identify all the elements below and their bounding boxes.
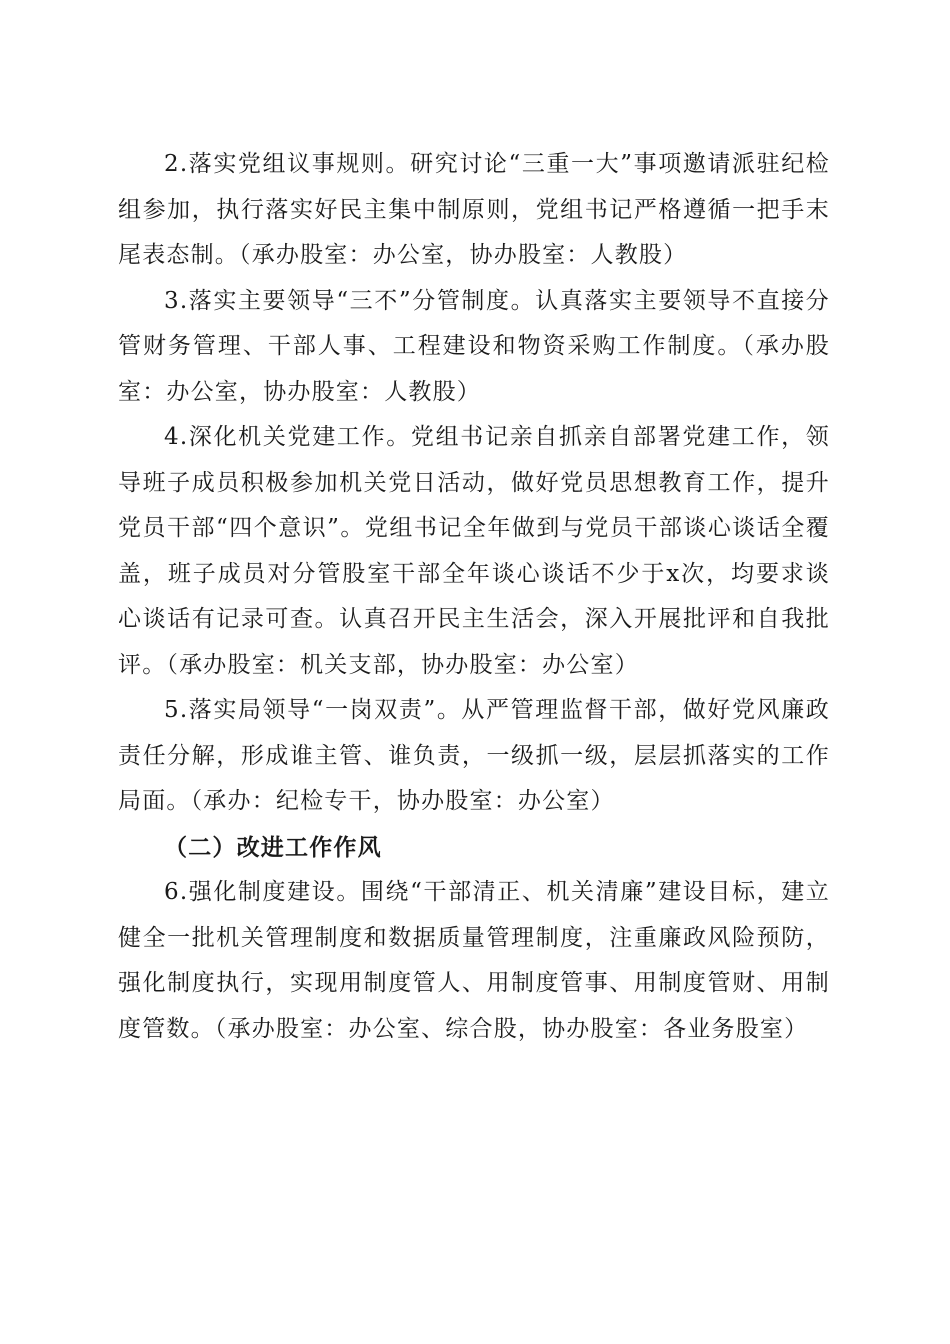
- paragraph-item-6: 6.强化制度建设。围绕“干部清正、机关清廉”建设目标，建立健全一批机关管理制度和数据质量管理制度，注重廉政风险预防，强化制度执行，实现用制度管人、用制度管事、用制度管财、用制度管数。（承办股室：办公室、综合股，协办股室：各业务股室）: [118, 879, 830, 1042]
- paragraph-item-5: 5.落实局领导“一岗双责”。从严管理监督干部，做好党风廉政责任分解，形成谁主管、谁负责，一级抓一级，层层抓落实的工作局面。（承办：纪检专干，协办股室：办公室）: [118, 697, 830, 814]
- paragraph-item-2: 2.落实党组议事规则。研究讨论“三重一大”事项邀请派驻纪检组参加，执行落实好民主集中制原则，党组书记严格遵循一把手末尾表态制。（承办股室：办公室，协办股室：人教股）: [118, 151, 830, 268]
- document-body: [118, 142, 830, 1052]
- section-heading: （二）改进工作作风: [164, 833, 382, 861]
- paragraph-item-4: 4.深化机关党建工作。党组书记亲自抓亲自部署党建工作，领导班子成员积极参加机关党日活动，做好党员思想教育工作，提升党员干部“四个意识”。党组书记全年做到与党员干部谈心谈话全覆盖，班子成员对分管股室干部全年谈心谈话不少于x次，均要求谈心谈话有记录可查。认真召开民主生活会，深入开展批评和自我批评。（承办股室：机关支部，协办股室：办公室）: [118, 424, 830, 678]
- paragraph-item-3: 3.落实主要领导“三不”分管制度。认真落实主要领导不直接分管财务管理、干部人事、工程建设和物资采购工作制度。（承办股室：办公室，协办股室：人教股）: [118, 287, 830, 405]
